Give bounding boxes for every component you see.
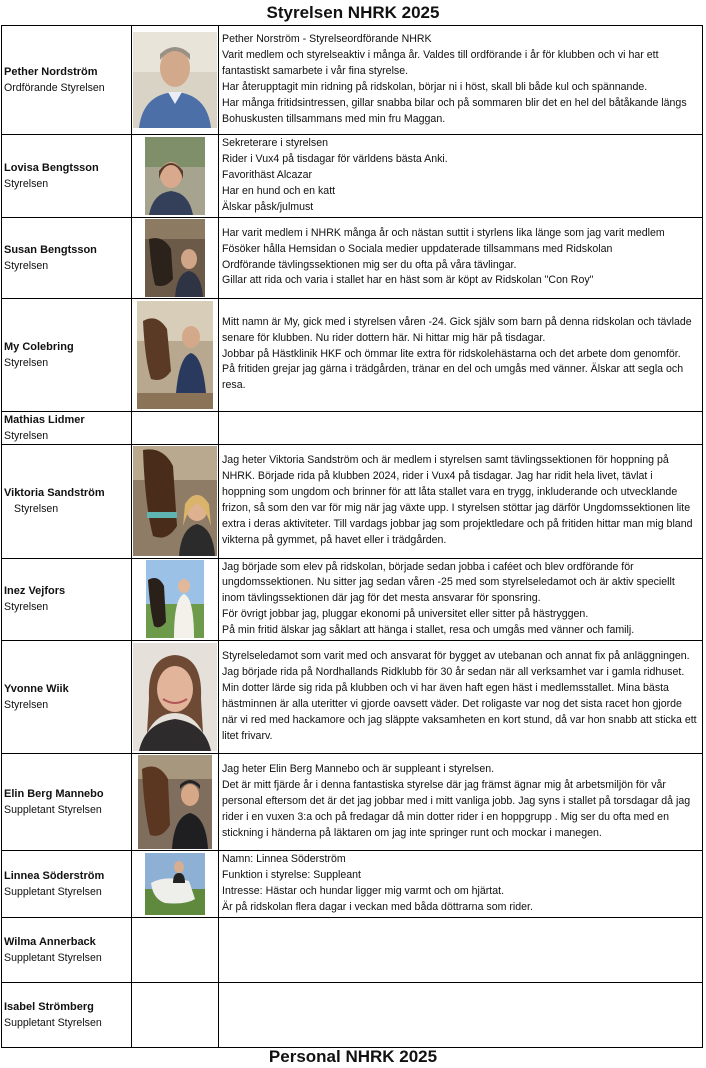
bio-cell: [219, 754, 703, 851]
table-row: [2, 217, 703, 298]
bio-cell: [219, 558, 703, 641]
photo-cell: [132, 411, 219, 444]
member-name: Mathias Lidmer: [4, 413, 85, 426]
bio-line: Sekreterare i styrelsen: [222, 137, 328, 149]
photo-cell: [132, 217, 219, 298]
bio-line: Är på ridskolan flera dagar i veckan med båda döttrarna som rider.: [222, 900, 533, 913]
name-cell: [2, 754, 132, 851]
horse-photo: [146, 560, 204, 638]
bio-line: För övrigt jobbar jag, pluggar ekonomi på universitet eller sitter på hästryggen.: [222, 608, 589, 621]
bio-line: Funktion i styrelse: Suppleant: [222, 868, 361, 881]
name-cell: [2, 917, 132, 982]
member-name: My Colebring: [4, 340, 74, 353]
table-row: [2, 26, 703, 135]
bio-line: Det är mitt fjärde år i denna fantastiska styrelse där jag främst ägnar mig åt arbetsmiljön för vår personal eftersom det är det jag jobbar med i mitt vanliga jobb. Jag syns i stallet på torsdagar då jag rider i en vuxen 3:a och på fredagar då min dotter rider i en hoppgrupp . Mig ser du ofta med en stickning i händerna på läktaren om jag inte springer runt och mockar i manegen.: [222, 779, 691, 839]
photo-cell: [132, 754, 219, 851]
bio-cell: [219, 26, 703, 135]
member-name: Isabel Strömberg: [4, 1000, 94, 1013]
table-row: [2, 411, 703, 444]
member-role: Styrelsen: [4, 429, 49, 442]
photo-cell: [132, 298, 219, 411]
bio-cell: [219, 982, 703, 1047]
bio-line: Har varit medlem i NHRK många år och nästan suttit i styrlens lika länge som jag varit medlem: [222, 226, 665, 239]
bio-line: Jag började rida på Nordhallands Ridklubb för 30 år sedan när all verksamhet var i gamla ridhuset. Min dotter lärde sig rida på klubben och vi har även haft egen häst i medlemsstallet. Mina bästa hästminnen är alla uteritter vi gjorde oavsett väder. Det roligaste var nog det sista racet hon gjorde när vi red med hackamore och jag släppte vaksamheten en kort stund, då var hon snabb att sticka ett litet frivarv.: [222, 666, 697, 742]
member-name: Wilma Annerback: [4, 935, 96, 948]
member-name: Pether Nordström: [4, 66, 98, 78]
name-cell: [2, 641, 132, 754]
name-cell: [2, 298, 132, 411]
photo-cell: [132, 135, 219, 218]
member-name: Susan Bengtsson: [4, 243, 97, 256]
photo-cell: [132, 917, 219, 982]
horse-photo: [145, 853, 205, 915]
member-role: Styrelsen: [14, 503, 59, 516]
name-cell: [2, 558, 132, 641]
table-row: [2, 982, 703, 1047]
name-cell: [2, 26, 132, 135]
bio-line: Jag heter Viktoria Sandström och är medlem i styrelsen samt tävlingssektionen för hoppning på NHRK. Började rida på klubben 2024, rider i Vux4 på tisdagar. Jag har ridit hela livet, tävlat i hoppning som ungdom och brinner för att låta stallet vara en trygg, inkluderande och utvecklande frizon, så som den var för mig när jag växte upp. I styrelsen stöttar jag därför Ungdomssektionen lite extra i deras aktiviteter. Till vardags jobbar jag som projektledare och på fritiden hittar man mig bland vikterna på gymmet, på havet eller i trädgården.: [222, 454, 693, 546]
photo-cell: [132, 444, 219, 558]
bio-cell: [219, 411, 703, 444]
bio-line: Pether Norström - Styrelseordförande NHRK: [222, 33, 432, 46]
bio-line: Favorithäst Alcazar: [222, 168, 313, 181]
photo-cell: [132, 26, 219, 135]
bio-line: Fösöker hålla Hemsidan o Sociala medier uppdaterade tillsammans med Ridskolan: [222, 242, 613, 255]
horse-photo: [138, 755, 212, 849]
bio-line: Har en hund och en katt: [222, 184, 336, 197]
photo-cell: [132, 558, 219, 641]
bio-line: Har många fritidsintressen, gillar snabba bilar och på sommaren blir det en hel del båtåkande längs Bohuskusten tillsammans med min fru Maggan.: [222, 96, 687, 125]
photo-cell: [132, 982, 219, 1047]
name-cell: [2, 135, 132, 218]
bio-line: Namn: Linnea Söderström: [222, 853, 346, 866]
member-role: Suppletant Styrelsen: [4, 804, 102, 817]
horse-photo: [137, 301, 213, 409]
member-role: Styrelsen: [4, 601, 49, 614]
table-row: [2, 558, 703, 641]
bio-cell: [219, 917, 703, 982]
member-name: Lovisa Bengtsson: [4, 161, 99, 174]
table-row: [2, 851, 703, 918]
bio-line: På fritiden grejar jag gärna i trädgården, tränar en del och umgås med vänner. Älskar att segla och resa.: [222, 363, 684, 392]
member-name: Viktoria Sandström: [4, 487, 105, 500]
bio-cell: [219, 444, 703, 558]
next-section-title: Personal NHRK 2025: [268, 1047, 438, 1066]
table-row: [2, 135, 703, 218]
member-role: Ordförande Styrelsen: [4, 82, 105, 94]
bio-line: Rider i Vux4 på tisdagar för världens bästa Anki.: [222, 152, 448, 165]
name-cell: [2, 982, 132, 1047]
page-title: Styrelsen NHRK 2025: [266, 3, 440, 22]
portrait-photo: [145, 137, 205, 215]
member-name: Linnea Söderström: [4, 869, 105, 882]
horse-photo: [145, 219, 205, 297]
bio-line: Mitt namn är My, gick med i styrelsen våren -24. Gick själv som barn på denna ridskolan och tävlade senare för klubben. Nu rider dottern här. Ni hittar mig här på tisdagar.: [222, 315, 692, 344]
bio-line: Jobbar på Hästklinik HKF och ömmar lite extra för ridskolehästarna och det arbete dom genomför.: [222, 347, 681, 360]
bio-cell: [219, 851, 703, 918]
table-row: [2, 917, 703, 982]
table-row: [2, 298, 703, 411]
table-row: [2, 641, 703, 754]
bio-line: Jag heter Elin Berg Mannebo och är suppleant i styrelsen.: [222, 763, 495, 776]
member-name: Elin Berg Mannebo: [4, 788, 104, 801]
member-role: Styrelsen: [4, 356, 49, 369]
bio-line: Älskar påsk/julmust: [222, 200, 314, 213]
table-row: [2, 754, 703, 851]
bio-line: Intresse: Hästar och hundar ligger mig varmt och om hjärtat.: [222, 884, 505, 897]
name-cell: [2, 217, 132, 298]
horse-photo: [133, 446, 217, 556]
board-table: [1, 25, 703, 1048]
name-cell: [2, 851, 132, 918]
member-role: Suppletant Styrelsen: [4, 885, 102, 898]
name-cell: [2, 444, 132, 558]
name-cell: [2, 411, 132, 444]
table-row: [2, 444, 703, 558]
portrait-photo: [133, 32, 217, 128]
bio-cell: [219, 641, 703, 754]
bio-line: Gillar att rida och varia i stallet har en häst som är köpt av Ridskolan "Con Roy": [222, 274, 594, 287]
member-name: Yvonne Wiik: [4, 683, 69, 696]
portrait-photo: [133, 643, 217, 751]
bio-cell: [219, 217, 703, 298]
member-role: Suppletant Styrelsen: [4, 1016, 102, 1029]
bio-cell: [219, 135, 703, 218]
bio-cell: [219, 298, 703, 411]
bio-line: Styrelseledamot som varit med och ansvarat för bygget av utebanan och annat fix på anläggningen.: [222, 650, 690, 663]
bio-line: Jag började som elev på ridskolan, började sedan jobba i caféet och blev ordförande för ungdomssektionen. Nu sitter jag sedan våren -25 med som styrelseledamot och är aktiv speciellt inom tävlingssektionen där jag för det mesta ansvarar för sponsring.: [222, 560, 675, 605]
member-role: Styrelsen: [4, 259, 49, 272]
bio-line: Varit medlem och styrelseaktiv i många år. Valdes till ordförande i år för klubben och vi har ett fantastiskt samarbete i vår fina styrelse.: [222, 49, 659, 78]
photo-cell: [132, 641, 219, 754]
member-name: Inez Vejfors: [4, 585, 66, 598]
bio-line: Ordförande tävlingssektionen mig ser du ofta på våra tävlingar.: [222, 258, 517, 271]
bio-line: Har återupptagit min ridning på ridskolan, börjar ni i höst, skall bli både kul och spännande.: [222, 81, 648, 93]
member-role: Suppletant Styrelsen: [4, 951, 102, 964]
bio-line: På min fritid älskar jag såklart att hänga i stallet, resa och umgås med vänner och familj.: [222, 624, 635, 637]
member-role: Styrelsen: [4, 699, 49, 712]
photo-cell: [132, 851, 219, 918]
member-role: Styrelsen: [4, 177, 49, 190]
